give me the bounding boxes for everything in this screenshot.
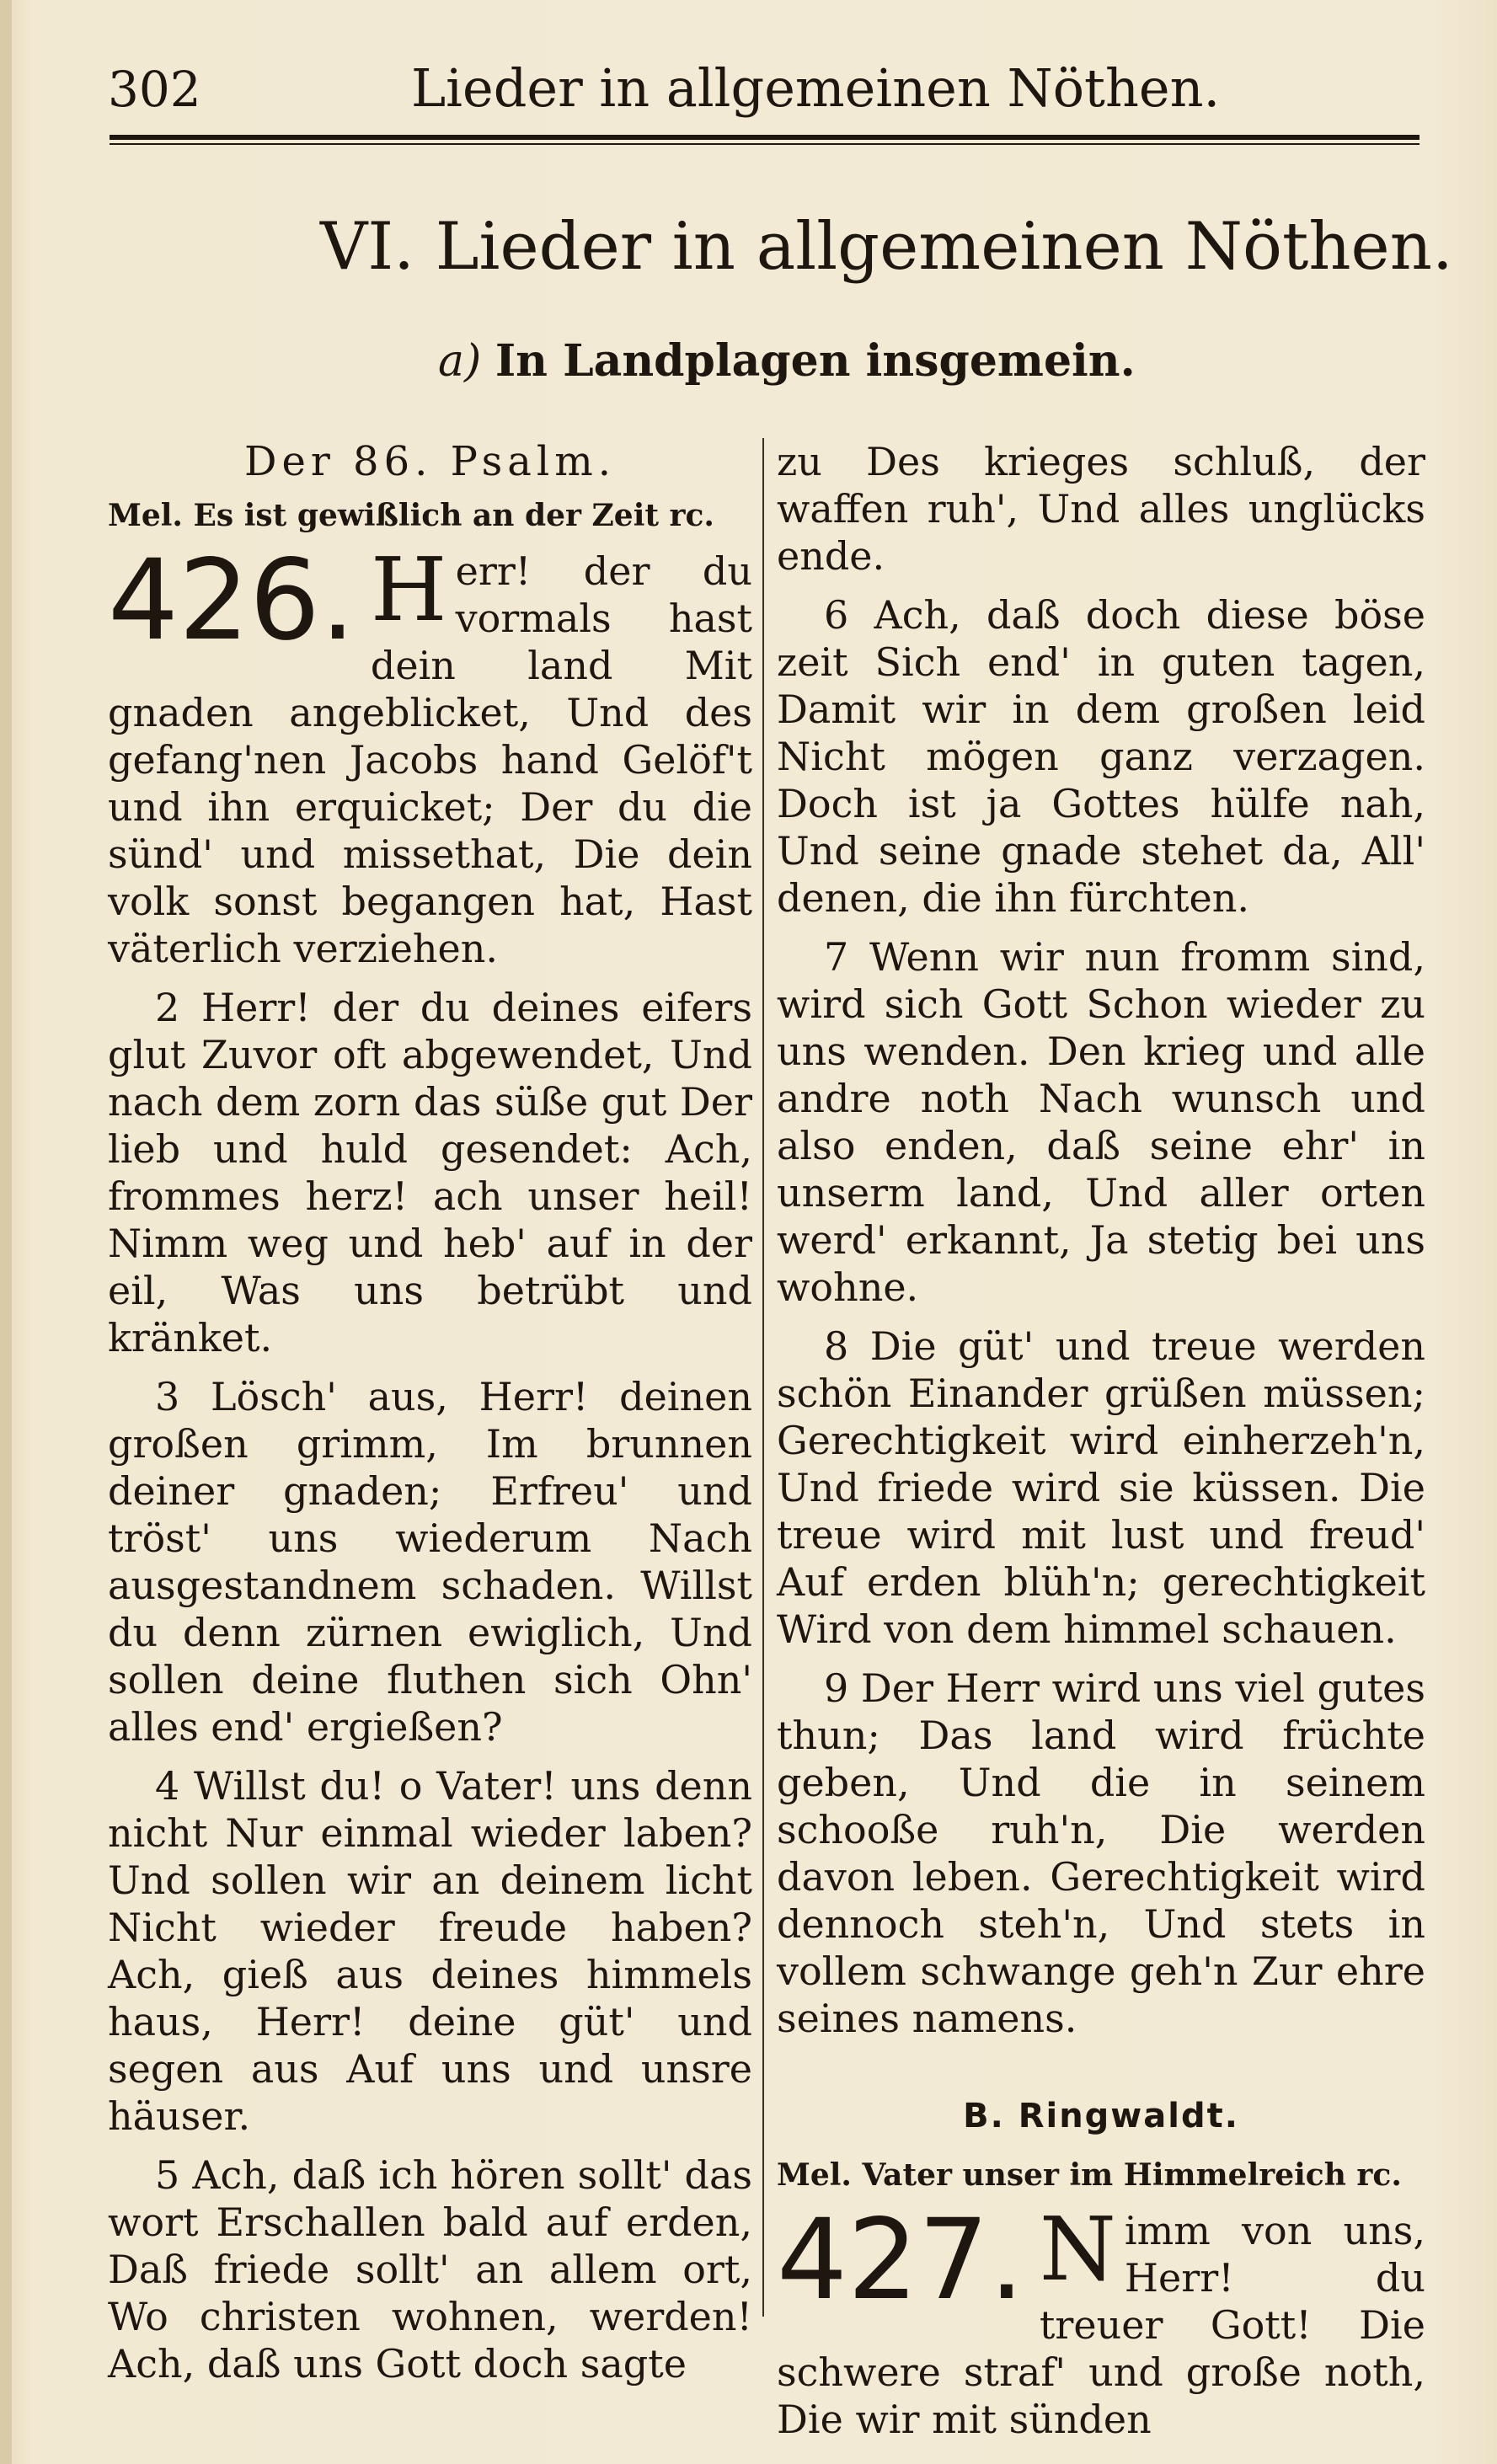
section-title: VI. Lieder in allgemeinen Nöthen. [320,209,1453,285]
right-column [777,438,1425,2443]
subsection-label: a) [438,336,482,387]
subsection-text: In Landplagen insgemein. [495,335,1136,387]
drop-cap-initial: H [370,538,447,641]
hymn-426-verse-1 [108,536,752,972]
verse-text: err! der du vormals hast dein land Mit gnaden angeblicket, Und des gefang'nen Jacobs hand Gelöf't und ihn erquicket; Der du die sünd' und missethat, Die dein volk sonst begangen hat, Hast väterlich verziehen. [108,548,752,971]
hymn-426-verse-5: 5 Ach, daß ich hören sollt' das wort Erschallen bald auf erden, Daß friede sollt' an allem ort, Wo christen wohnen, werden! Ach, daß uns Gott doch sagte [108,2152,752,2386]
hymn-426-verse-4: 4 Willst du! o Vater! uns denn nicht Nur einmal wieder laben? Und sollen wir an deinem licht Nicht wieder freude haben? Ach, gieß aus deines himmels haus, Herr! deine güt' und segen aus Auf uns und unsre häuser. [108,1763,752,2139]
column-divider [762,438,764,2317]
hymn-427-verse-1 [777,2195,1425,2443]
page-number: 302 [108,61,201,118]
page-header [108,52,1422,128]
hymn-426-verse-6: 6 Ach, daß doch diese böse zeit Sich end' in guten tagen, Damit wir in dem großen leid Nicht mögen ganz verzagen. Doch ist ja Gottes hülfe nah, Und seine gnade stehet da, All' denen, die ihn fürchten. [777,592,1425,921]
hymn-426-verse-7: 7 Wenn wir nun fromm sind, wird sich Gott Schon wieder zu uns wenden. Den krieg und alle andre noth Nach wunsch und also enden, daß seine ehr' in unserm land, Und aller orten werd' erkannt, Ja stetig bei uns wohne. [777,934,1425,1310]
hymn-number: 426. [108,536,356,665]
header-rule-thin [110,143,1419,145]
hymn-number: 427. [777,2195,1024,2325]
left-column [108,438,752,2387]
melody-line: Mel. Vater unser im Himmelreich rc. [777,2157,1402,2193]
subsection-heading [438,335,1136,387]
hymn-426-verse-2: 2 Herr! der du deines eifers glut Zuvor oft abgewendet, Und nach dem zorn das süße gut Der lieb und huld gesendet: Ach, frommes herz! ach unser heil! Nimm weg und heb' auf in der eil, Was uns betrübt und kränket. [108,985,752,1360]
melody-line: Mel. Es ist gewißlich an der Zeit rc. [108,498,714,533]
running-title: Lieder in allgemeinen Nöthen. [411,57,1221,119]
hymn-426-verse-5-continued: zu Des krieges schluß, der waffen ruh', Und alles unglücks ende. [777,439,1425,579]
psalm-heading: Der 86. Psalm. [243,438,617,485]
hymn-426-verse-8: 8 Die güt' und treue werden schön Einander grüßen müssen; Gerechtigkeit wird einherzeh'n, Und friede wird sie küssen. Die treue wird mit lust und freud' Auf erden blüh'n; gerechtigkeit Wird von dem himmel schauen. [777,1323,1425,1652]
hymn-author: B. Ringwaldt. [963,2097,1239,2135]
hymn-426-verse-3: 3 Lösch' aus, Herr! deinen großen grimm, Im brunnen deiner gnaden; Erfreu' und tröst' uns wiederum Nach ausgestandnem schaden. Willst du denn zürnen ewiglich, Und sollen deine fluthen sich Ohn' alles end' ergießen? [108,1374,752,1750]
verse-text: imm von uns, Herr! du treuer Gott! Die schwere straf' und große noth, Die wir mit sünden [777,2208,1425,2442]
page-gutter-edge [0,0,12,2464]
hymn-426-verse-9: 9 Der Herr wird uns viel gutes thun; Das land wird früchte geben, Und die in seinem schooße ruh'n, Die werden davon leben. Gerechtigkeit wird dennoch steh'n, Und stets in vollem schwange geh'n Zur ehre seines namens. [777,1665,1425,2041]
header-rule-thick [110,135,1419,140]
drop-cap-initial: N [1039,2198,1116,2301]
